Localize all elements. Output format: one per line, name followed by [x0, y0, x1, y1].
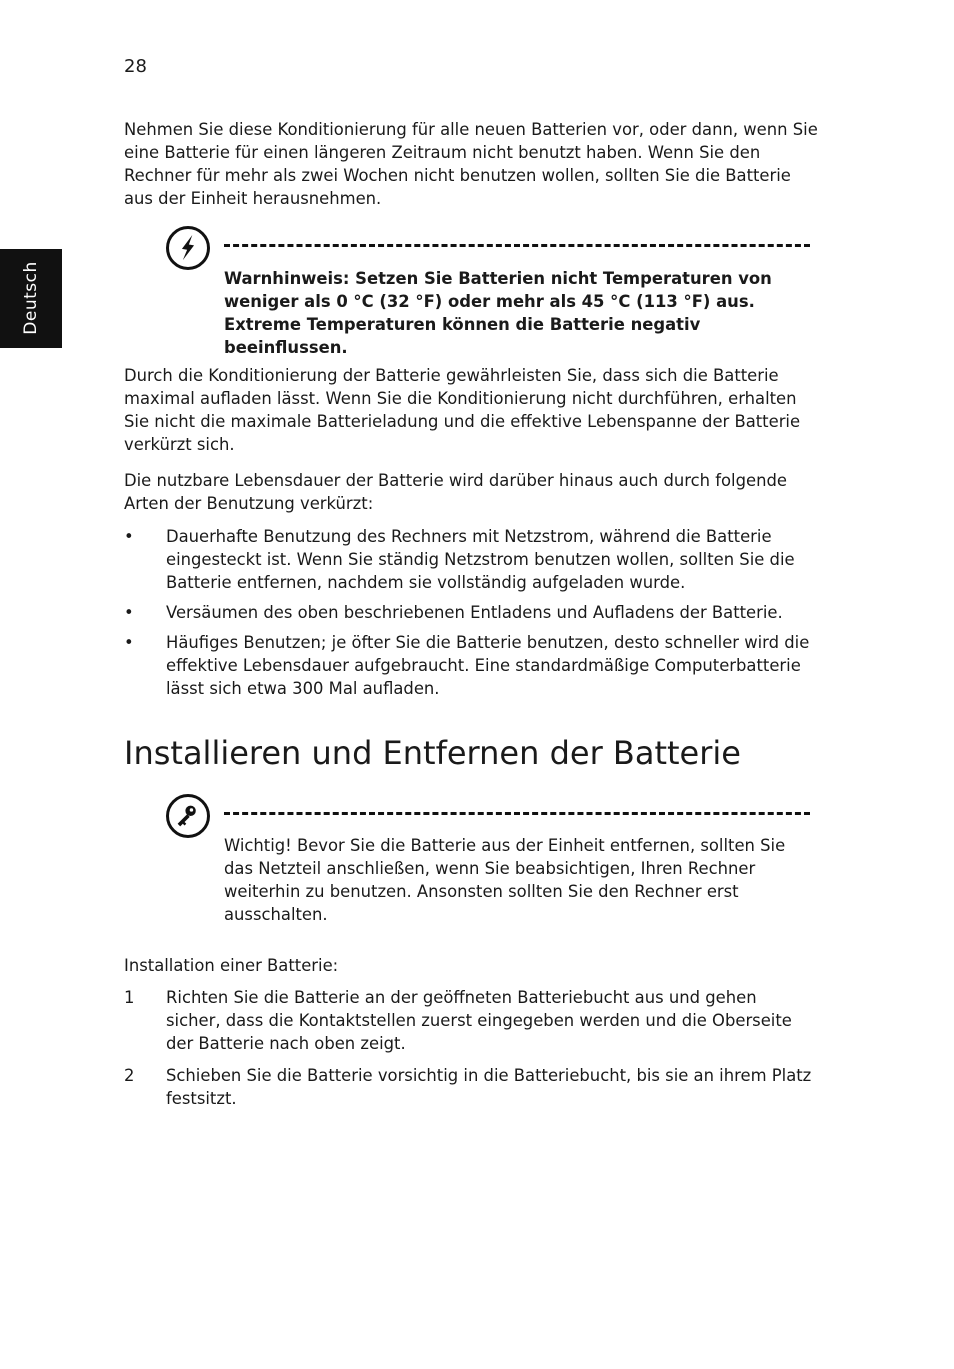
paragraph-conditioning: Nehmen Sie diese Konditionierung für alle neuen Batterien vor, oder dann, wenn Sie eine Batterie für einen längeren Zeitraum nicht benutzt haben. Wenn Sie den Rechner für mehr als zwei Wochen nicht benutzen wollen, sollten Sie die Batterie aus der Einheit herausnehmen.	[124, 120, 818, 208]
important-body: Bevor Sie die Batterie aus der Einheit entfernen, sollten Sie das Netzteil anschließen, wenn Sie beabsichtigen, Ihren Rechner weiterhin zu benutzen. Ansonsten sollten Sie den Rechner erst ausschalten.	[224, 836, 786, 924]
install-intro: Installation einer Batterie:	[124, 956, 339, 975]
step-text: Richten Sie die Batterie an der geöffneten Batteriebucht aus und gehen sicher, dass die Kontaktstellen zuerst eingegeben werden und die Oberseite der Batterie nach oben zeigt.	[166, 988, 792, 1053]
list-item-text: Versäumen des oben beschriebenen Entladens und Aufladens der Batterie.	[166, 603, 783, 622]
important-label: Wichtig!	[224, 836, 292, 855]
side-tab-label: Deutsch	[21, 261, 41, 335]
list-item-text: Dauerhafte Benutzung des Rechners mit Netzstrom, während die Batterie eingesteckt ist. Wenn Sie ständig Netzstrom benutzen wollen, sollten Sie die Batterie entfernen, nachdem sie vollständig aufgeladen wurde.	[166, 527, 795, 592]
section-heading: Installieren und Entfernen der Batterie	[124, 734, 741, 772]
step-number: 1	[124, 988, 135, 1007]
list-item-text: Häufiges Benutzen; je öfter Sie die Batterie benutzen, desto schneller wird die effektive Lebensdauer aufgebraucht. Eine standardmäßige Computerbatterie lässt sich etwa 300 Mal aufladen.	[166, 633, 810, 698]
step-text: Schieben Sie die Batterie vorsichtig in die Batteriebucht, bis sie an ihrem Platz festsitzt.	[166, 1066, 812, 1108]
important-text	[224, 834, 814, 926]
page-number: 28	[124, 56, 147, 77]
key-important-icon	[166, 794, 210, 838]
bullet-marker: •	[124, 527, 134, 546]
paragraph-conditioning-benefit: Durch die Konditionierung der Batterie gewährleisten Sie, dass sich die Batterie maximal aufladen lässt. Wenn Sie die Konditionierung nicht durchführen, erhalten Sie nicht die maximale Batterieladung und die effektive Lebenspanne der Batterie verkürzt sich.	[124, 366, 801, 454]
warning-text: Warnhinweis: Setzen Sie Batterien nicht Temperaturen von weniger als 0 °C (32 °F) oder mehr als 45 °C (113 °F) aus. Extreme Temperaturen können die Batterie negativ beeinflussen.	[224, 269, 772, 357]
important-divider	[224, 812, 810, 815]
side-language-tab	[0, 249, 62, 348]
warning-divider	[224, 244, 810, 247]
step-number: 2	[124, 1066, 135, 1085]
bullet-marker: •	[124, 603, 134, 622]
bullet-marker: •	[124, 633, 134, 652]
paragraph-lifetime: Die nutzbare Lebensdauer der Batterie wird darüber hinaus auch durch folgende Arten der Benutzung verkürzt:	[124, 471, 787, 513]
lightning-warning-icon	[166, 226, 210, 270]
